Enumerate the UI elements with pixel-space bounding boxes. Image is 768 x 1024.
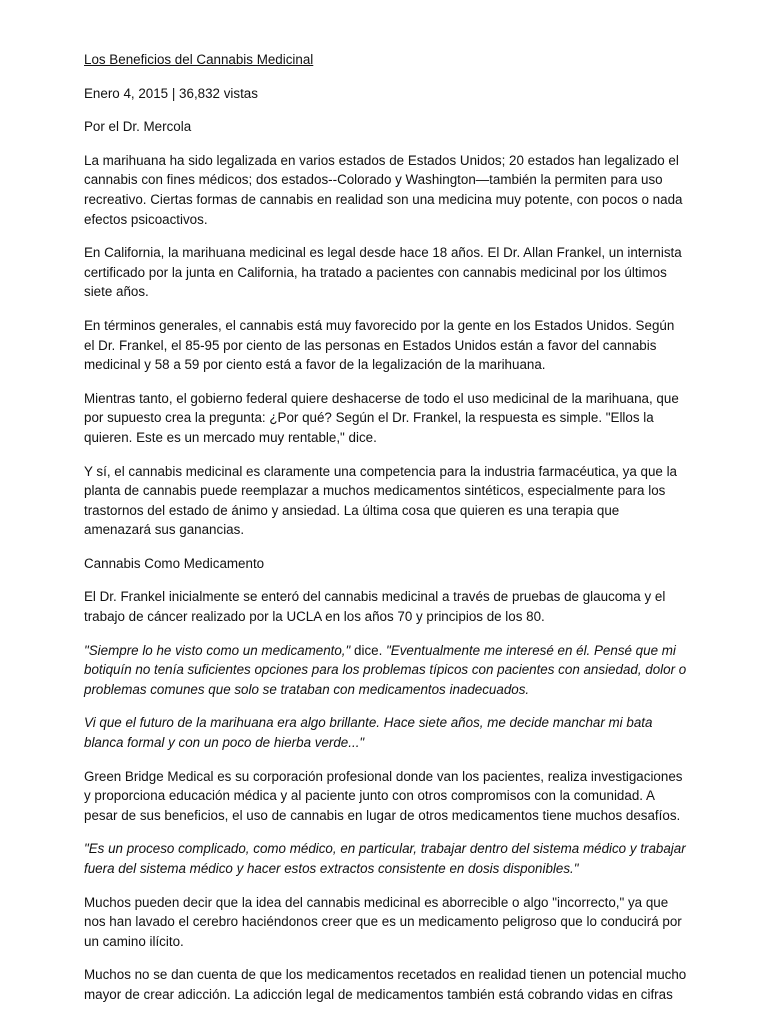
quote-attribution: dice. [350,642,387,658]
paragraph-2: En California, la marihuana medicinal es legal desde hace 18 años. El Dr. Allan Frankel, un internista certificado por la junta en California, ha tratado a pacientes con cannabis medicinal por los últimos siete años. [84,245,682,300]
document-author: Por el Dr. Mercola [84,119,192,135]
paragraph-5: Y sí, el cannabis medicinal es claramente una competencia para la industria farmacéutica, ya que la planta de cannabis puede reemplazar a muchos medicamentos sintéticos, especialmente para los trastornos del estado de ánimo y ansiedad. La última cosa que quieren es una terapia que amenazará sus ganancias. [84,463,677,538]
paragraph-1: La marihuana ha sido legalizada en varios estados de Estados Unidos; 20 estados han legalizado el cannabis con fines médicos; dos estados--Colorado y Washington—también la permiten para uso recreativo. Ciertas formas de cannabis en realidad son una medicina muy potente, con pocos o nada efectos psicoactivos. [84,152,683,227]
paragraph-10: "Es un proceso complicado, como médico, en particular, trabajar dentro del sistema médico y trabajar fuera del sistema médico y hacer estos extractos consistente en dosis disponibles." [84,841,686,876]
paragraph-4: Mientras tanto, el gobierno federal quiere deshacerse de todo el uso medicinal de la marihuana, que por supuesto crea la pregunta: ¿Por qué? Según el Dr. Frankel, la respuesta es simple. "Ellos la quieren. Este es un mercado muy rentable," dice. [84,390,679,445]
paragraph-9: Green Bridge Medical es su corporación profesional donde van los pacientes, realiza investigaciones y proporciona educación médica y al paciente junto con otros compromisos con la comunidad. A pesar de sus beneficios, el uso de cannabis en lugar de otros medicamentos tiene muchos desafíos. [84,768,683,823]
paragraph-3: En términos generales, el cannabis está muy favorecido por la gente en los Estados Unidos. Según el Dr. Frankel, el 85-95 por ciento de las personas en Estados Unidos están a favor del cannabis medicinal y 58 a 59 por ciento está a favor de la legalización de la marihuana. [84,317,675,373]
document-title: Los Beneficios del Cannabis Medicinal [84,52,314,67]
document-meta: Enero 4, 2015 | 36,832 vistas [84,85,258,101]
section-heading: Cannabis Como Medicamento [84,555,265,571]
paragraph-11: Muchos pueden decir que la idea del cannabis medicinal es aborrecible o algo "incorrecto," ya que nos han lavado el cerebro haciéndonos creer que es un medicamento peligroso que lo conducirá por un camino ilícito. [84,894,682,949]
paragraph-8: Vi que el futuro de la marihuana era algo brillante. Hace siete años, me decide manchar mi bata blanca formal y con un poco de hierba verde..." [84,715,653,751]
paragraph-6: El Dr. Frankel inicialmente se enteró del cannabis medicinal a través de pruebas de glaucoma y el trabajo de cáncer realizado por la UCLA en los años 70 y principios de los 80. [84,589,666,625]
quote-part-1: "Siempre lo he visto como un medicamento," [84,642,351,658]
paragraph-7 [84,641,688,700]
quote-part-2: "Eventualmente me interesé en él. Pensé que mi botiquín no tenía suficientes opciones para los problemas típicos con pacientes con ansiedad, dolor o problemas comunes que solo se trataban con medicamentos inadecuados. [84,642,687,697]
document-page [84,50,688,1019]
paragraph-12: Muchos no se dan cuenta de que los medicamentos recetados en realidad tienen un potencial mucho mayor de crear adicción. La adicción legal de medicamentos también está cobrando vidas en cifras [84,967,687,1002]
